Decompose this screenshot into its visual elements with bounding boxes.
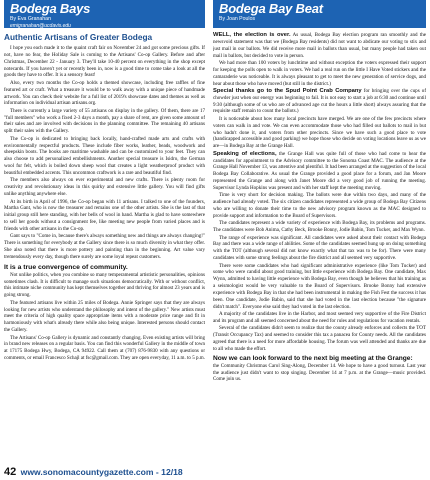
- paragraph: The Artisans' Co-op Gallery is dynamic and constantly changing. Even existing artists will bring in brand new releases on a regular basis. You can find this wonderful Gallery in the middle of town at 17175 Bodega Hwy, Bodega, CA 94922. Call them at (707) 876-9830 with any questions or comments, or email Francesco Schajl at fsc@gmail.com. They are open everyday, 11 a.m. to 5 p.m.: [4, 334, 205, 362]
- paragraph-lead: Special thanks go to the Spud Point Crab Company: [213, 87, 362, 94]
- left-body-part-1: [4, 45, 205, 261]
- footer-site: www.sonomacountygazette.com - 12/18: [20, 467, 183, 477]
- paragraph: [213, 325, 426, 352]
- left-column: [4, 0, 205, 466]
- closing-paragraph: the Community Christmas Carol Sing-Along, December 14. We hope to have a good turnout. Last year the audience just didn't want to stop singing. December 14 at 7 p.m. at the Grange—music provided. Come join us.: [213, 362, 426, 383]
- right-masthead: [213, 0, 426, 28]
- paragraph-text: We had more than 100 voters by lunchtime and without exception the voters expressed their support for keeping the polls open to walk in voters. We had a real run on the little I Have Voted stickers and the camaraderie was noticeable. It is always pleasant to get to meet the new generation of service dogs, and hear about those who have moved (but still in the district.): [213, 59, 426, 87]
- paragraph-text: Several of the candidates didn't seem to realize that the county already enforces and collects the TOT (Transit Occupancy Tax) and seemed to consider this tax a panacea for County needs. All the candidates agreed that there is a need for more affordable housing. The forum was well attended and thanks are due to all who made the effort.: [213, 325, 426, 352]
- paragraph: The members also always on ever experimental and new crafts. There is plenty room for creativity and revolutionary ideas in this quirky and extensive little gallery. You will find gifts unlike anything anywhere else.: [4, 177, 205, 198]
- paragraph-text: As usual, Bodega Bay election program ran smoothly and the newsvoid statement was that we (Bodega Bay residents) did not want to abdicate our voting to stix and just mail in our ballots. We did receive more mail in ballots than usual, but many people had taken out mail in ballots, but decided to vote in person.: [213, 32, 426, 59]
- paragraph: [213, 220, 426, 234]
- paragraph-text: There were some candidates who had significant administrative experience (like Tom Tucker) and some who were candid about good training, but little experience with Bodega Bay. One candidate, Max Wynn, admitted to having little experience with Bodega Bay, even though he believes that his training as a seismologist would be very valuable to the Board of Supervisors. Brooke Bonny had extensive experience with Bodega Bay in that she had been instrumental in making the Fish Fest the success it has been. One candidate, Jodie Babin, said that she had voted in the last election because "the signature didn't match". Everyone else said they had voted in the last election.: [213, 262, 426, 310]
- paragraph-text: It is noticeable about how many local precincts have merged. We are one of the few precincts where voters can walk in and vote. We can even accommodate those who had filled out ballots to mail in but who hadn't done it, and voters from other precincts. Since we have such a good place to vote (handicapped accessible and good parking) we hope those who decide on voting locations leave us as we are—in Bodega Bay at the Grange Hall.: [213, 115, 426, 150]
- right-body: [213, 32, 426, 353]
- right-byline: By Joan Poulos: [219, 16, 256, 22]
- left-masthead: [4, 0, 205, 28]
- paragraph: [213, 235, 426, 262]
- paragraph: [213, 263, 426, 311]
- paragraph: Gant says to "Come in, because there's always something new and things are always changing!" There is something for everybody at the Gallery since there is so much diversity in what they offer. She also noted that there is more pottery and painting than in the beginning. Art value vary tremendously every day, though there surely are some loyal repeat customers.: [4, 233, 205, 260]
- paragraph: I hope you each made it to the quaint craft fair on November 24 and got some precious gifts. If not, have no fear, the Holiday Sale is coming to the Artisans' Co-op Gallery. Before and after Christmas, December 22 - January 3. They'll take 10-40 percent on everything in the shop except notecards. If you haven't yet or recently been in, now is a good time to come take a look at all the goods they have to offer. It is a sensory feast!: [4, 45, 205, 79]
- paragraph: The Co-op is dedicated to bringing back locally, hand-crafted made arts and crafts with environmentally respectful products. These include fiber works, leather, beads, woodwork and sheepskin boots. The books are maritime washable and can be customized to your feet. They can also choose to add personalized embellishments. Another special treasure is Isidro, the German wool fur felt, which is boiled down sheep wool that creates a light weatherproof product with beautiful embedded accents. This uncommon craftwork is a rare and beautiful find.: [4, 135, 205, 176]
- section-subhead: It is a true convergence of community.: [4, 263, 128, 271]
- left-author-email: emigranahan@ucdavis.edu: [10, 22, 71, 28]
- paragraph: Not unlike politics, when you combine so many temperamental artististic personalities, opinions sometimes clash. It is difficult to manage such situations democratically. With or without conflict, this intimate niche community has kept themselves together and thriving for almost 23 years and is going strong.: [4, 271, 205, 299]
- closing-subhead: Now we can look forward to the next big meeting at the Grange:: [213, 354, 413, 362]
- paragraph: [213, 88, 426, 115]
- left-byline: By Eva Granahan: [10, 16, 51, 22]
- paragraph-text: for bringing over the cups of chowder just when our energy was beginning to fail. It is not easy to start a job at 6:30 and continue until 9:30 (although some of us who are of advanced age cut the hours a little short) always assuring that the requisite staff remain to count the ballots.): [213, 87, 426, 115]
- paragraph: [213, 116, 426, 150]
- paragraph: Also, every two months the Co-op holds a themed showcase, including free raffles of fine featured art or craft. What a treasure it would be to walk away with a unique piece of handmade artwork. You can check their website for a full list of 2019's showcase dates and themes as well as information on individual artisan artisans.org.: [4, 79, 205, 107]
- paragraph: [213, 32, 426, 59]
- paragraph-lead: Speaking of elections,: [213, 150, 277, 157]
- page-number: 42: [4, 466, 17, 478]
- left-column-title: Bodega Bays: [10, 1, 91, 16]
- paragraph: There is currently a large variety of 55 artisans on display in the gallery. Of them, there are 17 "full members" who work a fixed 2-3 days a month, pay a share of rent, are given some amount of their sales and are involved with decisions in the planning committee. The remaining 40 artisans split their sales with the Gallery.: [4, 107, 205, 135]
- paragraph-text: the Grange Hall was quite full of those who had come to hear the candidates for appointment to the Advisory committee to the Sonoma Coast MAC. The audience at the Grange Hall November 13, was attentive and plentiful. It had been arranged at the suggestion of the local Bodega Bay Collaborative. As usual the Grange provided a good place for a forum, and Jan Moore represented the Grange and along with Janet Moore did a very good job of running the meeting. Supervisor Lynda Hopkins was present and with her staff kept the meeting moving.: [213, 150, 426, 191]
- paragraph: The featured artisans live within 25 miles of Bodega. Annie Springer says that they are always looking for new artists who understand the philosophy and intent of the gallery." New artists must meet the criteria of high quality space appropriate items with a moderate price range and fit in harmoniously with what's already there while also being unique. Interested persons should contact the Gallery.: [4, 299, 205, 334]
- paragraph: At its birth in April of 1996, the Co-op began with 11 artisans. I talked to one of the founders, Martha Gant, who is now the treasurer and remains one of the other artists. She is the last of that initial group still here standing, with her bells of wool in hand. Martha is glad to have somewhere to sell her goods without a consignment fee, like meeting new people from varied places and is friends with other artisans in the Co-op.: [4, 198, 205, 232]
- paragraph: [213, 192, 426, 219]
- paragraph: [213, 311, 426, 325]
- right-column: [213, 0, 426, 466]
- paragraph-text: The candidates represent a wide variety of experience with Bodega Bay, its problems and programs. The candidates were Bob Anima, Cathy Beck, Brooke Bonny, Jodie Babin, Tom Tucker, and Max Wynn.: [213, 220, 426, 234]
- paragraph: [213, 151, 426, 192]
- paragraph: [213, 60, 426, 87]
- right-column-title: Bodega Bay Beat: [219, 1, 323, 16]
- paragraph-lead: WELL, the election is over.: [213, 32, 291, 38]
- paragraph-text: The range of experience was significant. All candidates were asked about their contact with Bodega Bay and there was a wide range of abilities. Some of the candidates seemed hung up on doing something with the TOT (although several did not know exactly what that tax was to be for). There were many candidates with some strong feelings about the fire district and all seemed very supportive.: [213, 234, 426, 262]
- article-headline: Authentic Artisans of Greater Bodega: [4, 32, 153, 42]
- page-footer: [4, 466, 183, 478]
- paragraph-text: Time is very short for decision making. The ballots were due within two days, and many of the audience had already voted. The six citizen candidates represented a wide group of Bodega Bay Citizens who are willing to donate their time to the new advisory program known as the MAC designed to provide support and information to the Board of Supervisors.: [213, 192, 426, 219]
- left-body-part-2: [4, 272, 205, 362]
- paragraph-text: A majority of the candidates live in the Harbor, and most seemed very supportive of the Fire District and its program and all seemed concerned about the need for rules and regulations for vacation rentals.: [213, 311, 426, 324]
